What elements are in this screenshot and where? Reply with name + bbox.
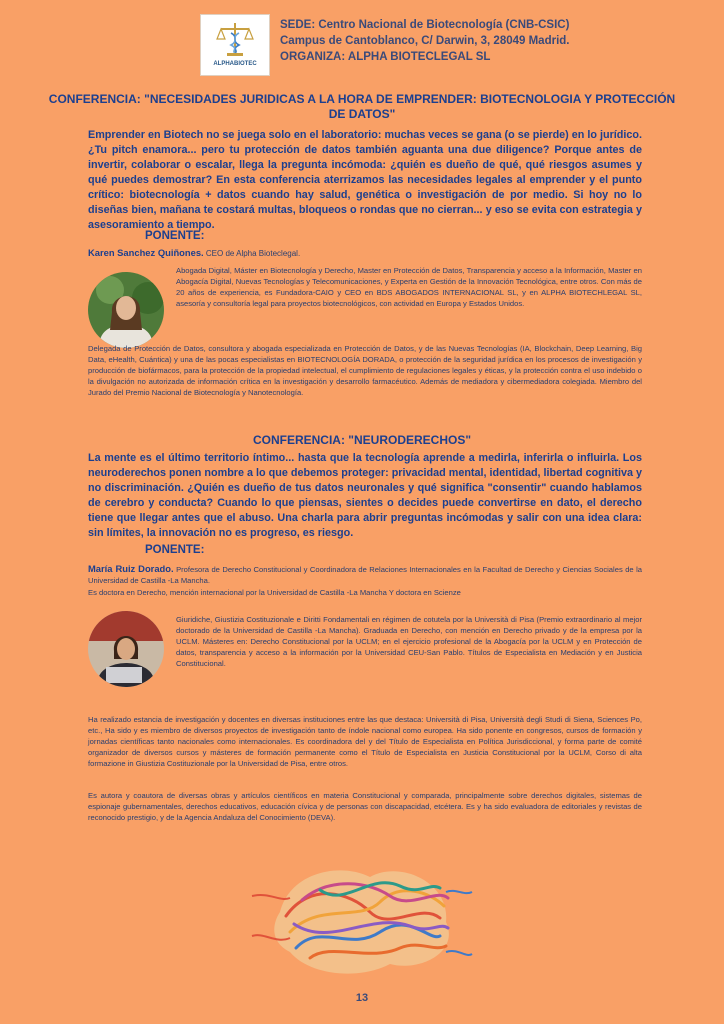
- alphabiotec-logo: [200, 14, 270, 76]
- speaker-1-bio: Delegada de Protección de Datos, consultora y abogada especializada en Protección de Datos, y de las Nuevas Tecnologías (IA, Blockchain, Deep Learning, Big Data, eHealth, Cuántica) y una de las pocas especialistas en BIOTECNOLOGÍA DORADA, o protección de la seguridad jurídica en los procesos de investigación y producción de biofármacos, para la protección de la propiedad intelectual, el cumplimiento de regulaciones legales y éticas, y la protección contra el uso indebido o la divulgación no autorizada de información crítica en la investigación y desarrollo farmacéutico. Además de mediadora y cibermediadora colegiada. Miembro del Jurado del Premio Nacional de Biotecnología y Nanotecnología.: [88, 344, 642, 397]
- ponente-label: PONENTE:: [145, 230, 205, 242]
- page-number: 13: [355, 992, 369, 1004]
- conference-1-description: Emprender en Biotech no se juega solo en el laboratorio: muchas veces se gana (o se pierde) en lo jurídico. ¿Tu pitch enamora... pero tu protección de datos también aguanta una due diligence? Porque antes de invertir, colaborar o escalar, llega la pregunta incómoda: ¿quién es dueño de qué, qué riesgos asumes y qué puedes demostrar? En esta conferencia aterrizamos las necesidades legales al emprender y el punto crítico: biotecnología + datos cuando hay salud, genética o investigación de por medio. Si hoy no lo diseñas bien, mañana te costará multas, bloqueos o rondas que no cierran... y eso se evita con estrategia y asesoramiento a tiempo.: [88, 129, 642, 231]
- speaker-2-bio: Ha realizado estancia de investigación y docentes en diversas instituciones entre las que destaca: Università di Pisa, Università degli Studi di Siena, Sciences Po, etc., Ha sido y es miembro de diversos proyectos de investigación tanto de índole nacional como europea. Ha sido ponente en congresos, cursos de formación y jornadas científicas tanto nacionales como internacionales. Es coordinadora del y del Título de Especialista en Política Jurisdiccional, y forma parte de comité organizador de diversos cursos y másteres de formación permanente como el Título de Especialista en Justicia Constitucional por la UCLM, Corso di alta formazione in Giustizia Costituzionale por la Universidad de Pisa, entre otros.: [88, 715, 642, 768]
- conference-1-title: CONFERENCIA: "NECESIDADES JURIDICAS A LA HORA DE EMPRENDER: BIOTECNOLOGIA Y PROTECCIÓN DE DATOS": [48, 92, 676, 121]
- ponente-label: PONENTE:: [145, 544, 205, 556]
- speaker-2-doctorate: Es doctora en Derecho, mención internacional por la Universidad de Castilla -La Mancha Y doctora en Scienze: [88, 588, 461, 597]
- speaker-2-photo: [88, 611, 164, 687]
- speaker-2-bio-intro: Giuridiche, Giustizia Costituzionale e Diritti Fondamentali en régimen de cotutela por la Università di Pisa (Premio extraordinario al mejor doctorado de la Universidad de Castilla -La Mancha). Graduada en Derecho, con mención en Derecho privado y de la empresa por la UCLM. Másteres en: Derecho Constitucional por la UCLM; en el ejercicio profesional de la Abogacía por la UCLM y en Protección de datos, transparencia y acceso a la información por la Universidad CEU-San Pablo. Títulos de Especialista en Mediación y en Justicia Constitucional.: [176, 615, 642, 668]
- speaker-2-name: María Ruiz Dorado.: [88, 563, 174, 574]
- logo-text: ALPHABIOTEC: [213, 61, 257, 67]
- neural-illustration: [250, 852, 474, 982]
- speaker-2-intro: Profesora de Derecho Constitucional y Coordinadora de Relaciones Internacionales en la Facultad de Derecho y Ciencias Sociales de la Universidad de Castilla -La Mancha.: [88, 565, 643, 585]
- speaker-1-heading: [88, 247, 300, 258]
- speaker-1-photo: [88, 272, 164, 348]
- venue-line: SEDE: Centro Nacional de Biotecnología (CNB-CSIC): [280, 19, 570, 31]
- event-venue: [280, 17, 570, 65]
- conference-2-description: La mente es el último territorio íntimo... hasta que la tecnología aprende a medirla, inferirla o influirla. Los neuroderechos ponen nombre a lo que debemos proteger: privacidad mental, identidad, libertad cognitiva y no discriminación. ¿Quién es dueño de tus datos neuronales y qué significa "consentir" cuando hablamos de cerebro y conducta? Cuando lo que piensas, sientes o decides puede convertirse en dato, el derecho tiene que llegar antes que el abuso. Una charla para abrir preguntas incómodas y salir con una idea clara: sin límites, la innovación no es progreso, es riesgo.: [88, 452, 642, 539]
- speaker-1-bio-intro: Abogada Digital, Máster en Biotecnología y Derecho, Master en Protección de Datos, Transparencia y acceso a la Información, Master en Abogacía Digital, Nuevas Tecnologías y Telecomunicaciones, y Experta en Gestión de la Innovación Tecnológica, entre otros. Con más de 20 años de experiencia, es Fundadora-CAIO y CEO en BDS ABOGADOS INTERNACIONAL SL, y en ALPHA BIOTECHLEGAL SL, asesoría y consultoría legal para proyectos biotecnológicos, con actividad en Europa y Estados Unidos.: [176, 266, 642, 308]
- organizer-line: ORGANIZA: ALPHA BIOTECLEGAL SL: [280, 51, 491, 63]
- speaker-1-role: CEO de Alpha Bioteclegal.: [203, 249, 301, 258]
- scales-dna-icon: [215, 19, 255, 59]
- speaker-2-publications: Es autora y coautora de diversas obras y artículos científicos en materia Constitucional y comparada, principalmente sobre derechos digitales, sistemas de espionaje gubernamentales, derechos educativos, educación cívica y de personas con discapacidad, etcétera. Es y ha sido evaluadora de editoriales y revistas de reconocido prestigio, y de la Agencia Andaluza del Conocimiento (DEVA).: [88, 791, 642, 822]
- conference-2-title: CONFERENCIA: "NEURODERECHOS": [252, 433, 472, 447]
- speaker-2-heading: [88, 563, 642, 586]
- address-line: Campus de Cantoblanco, C/ Darwin, 3, 28049 Madrid.: [280, 35, 570, 47]
- speaker-1-name: Karen Sanchez Quiñones.: [88, 247, 204, 258]
